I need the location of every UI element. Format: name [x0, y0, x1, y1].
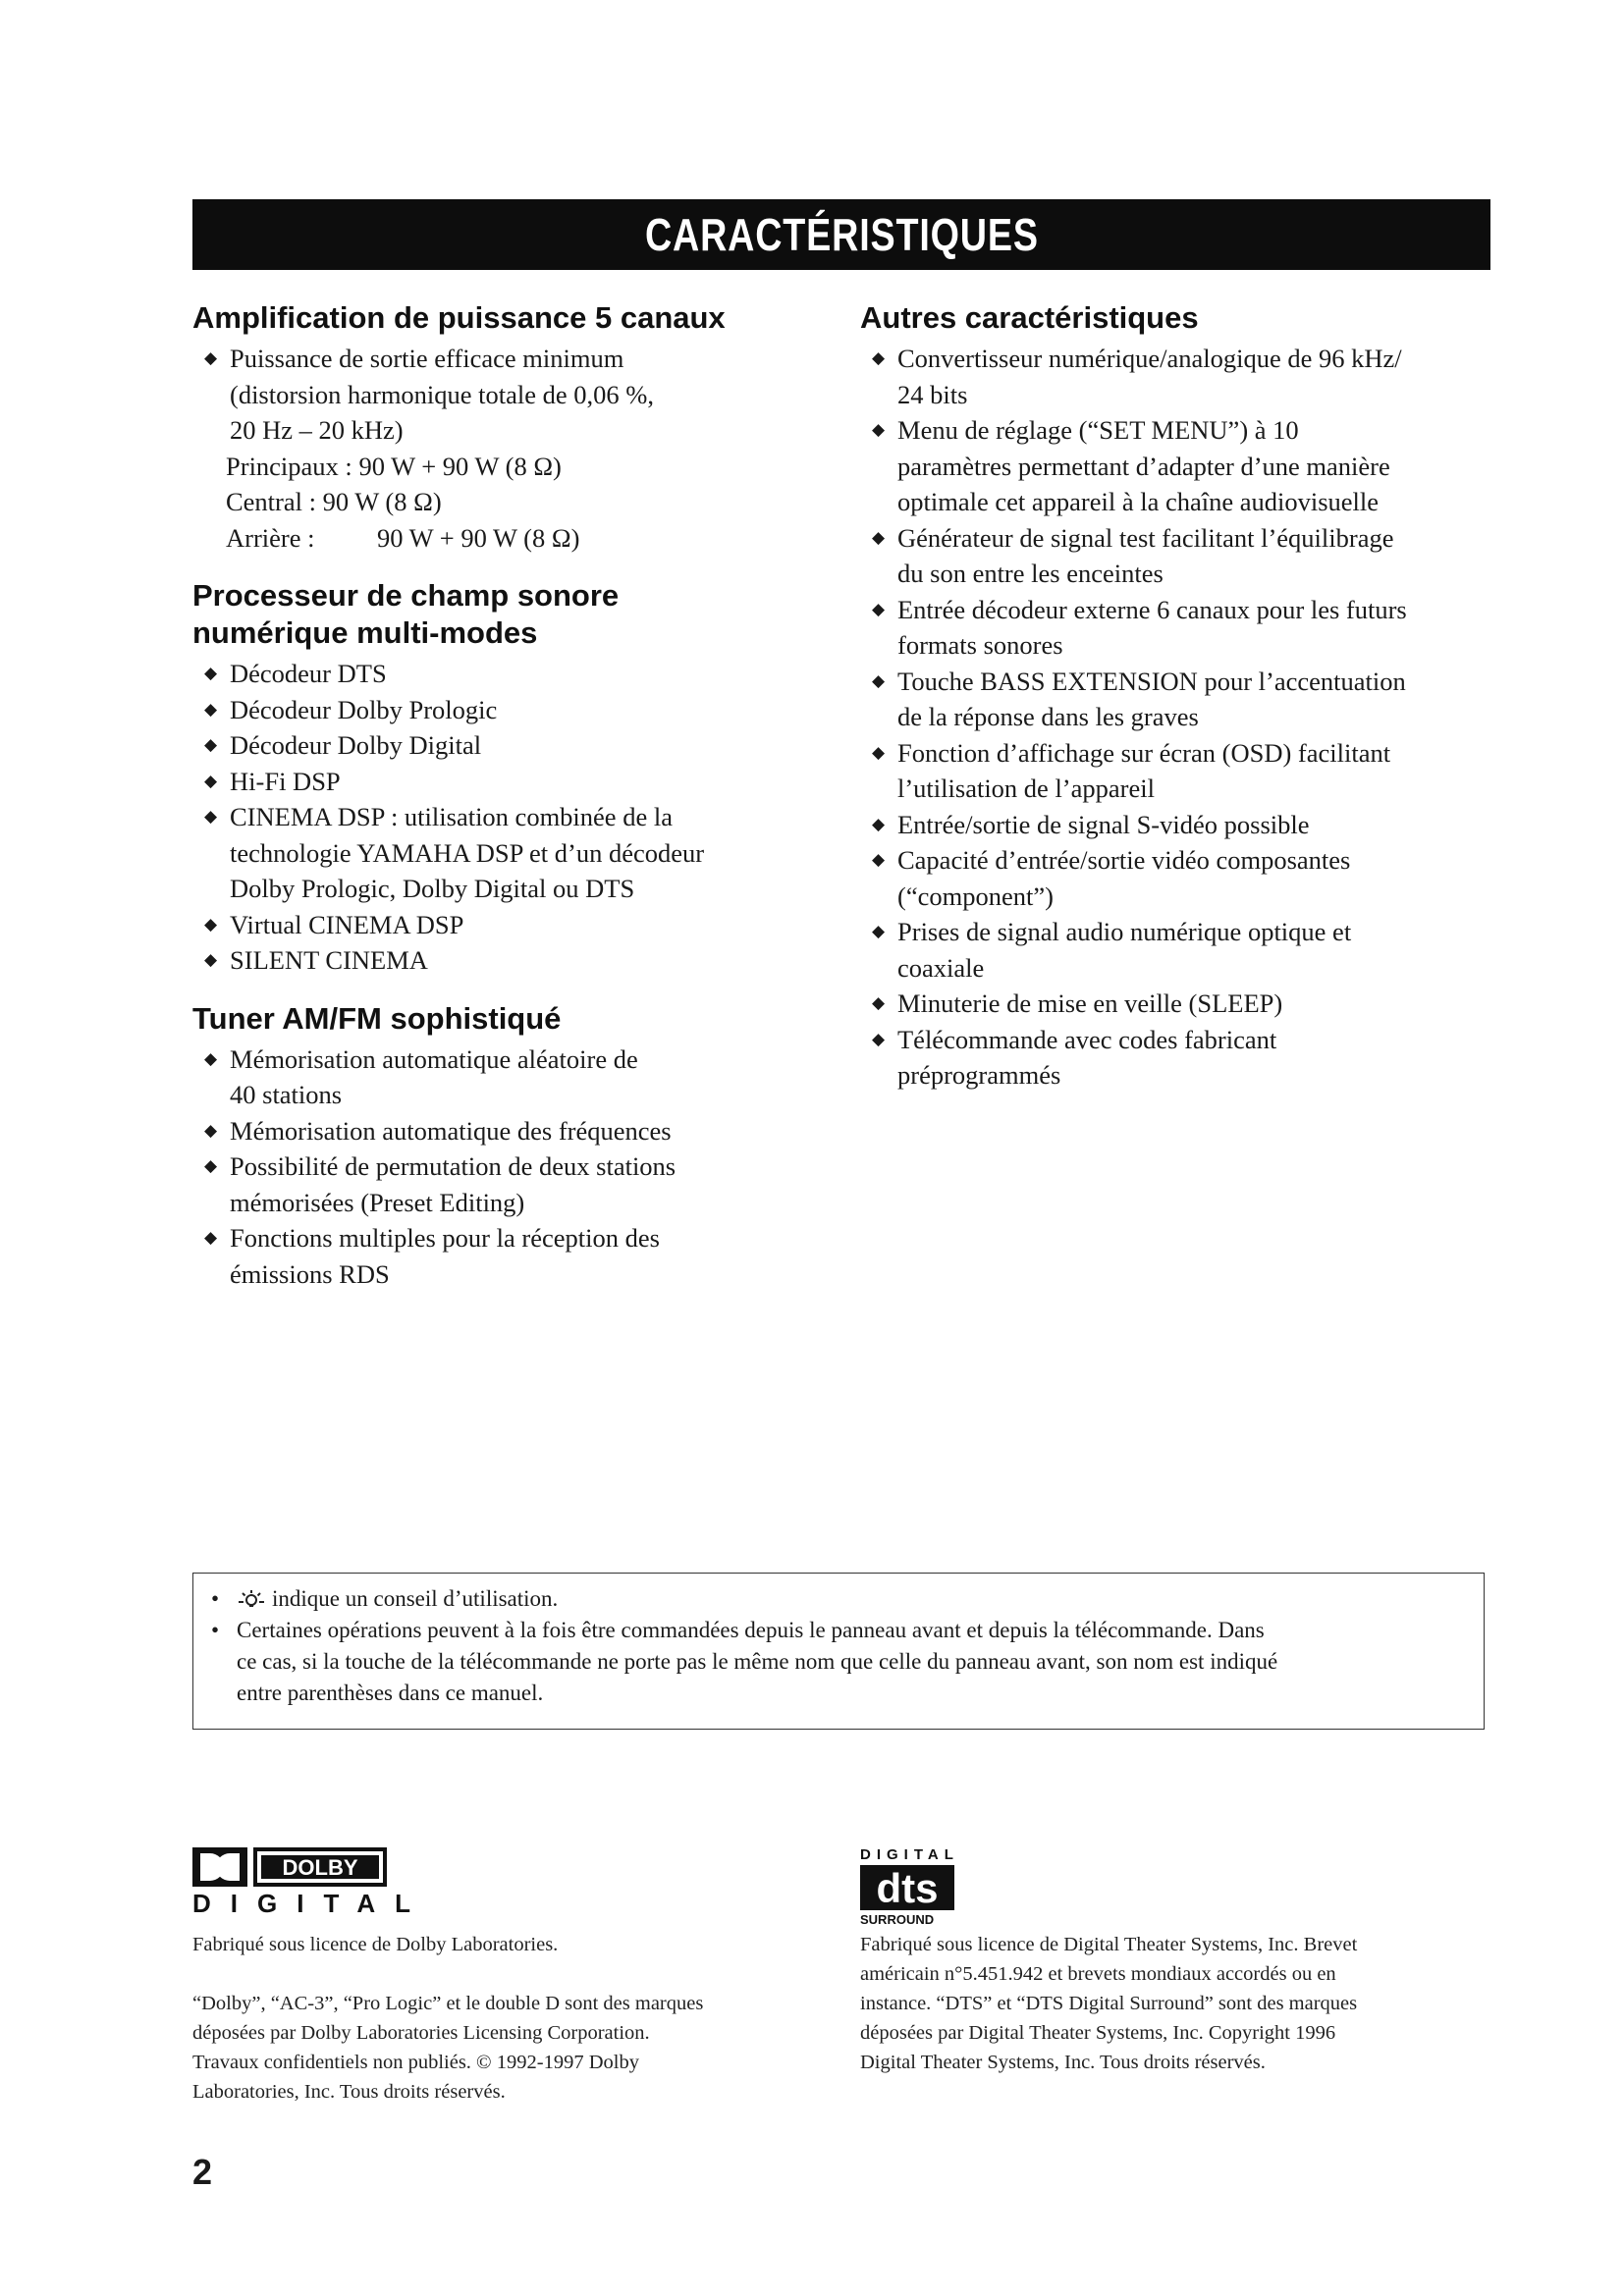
list-item: ◆ Capacité d’entrée/sortie vidéo composantes (“component”) [860, 842, 1508, 914]
amp-list [192, 341, 840, 449]
other-features-heading: Autres caractéristiques [860, 300, 1199, 335]
list-item: ◆ Minuterie de mise en veille (SLEEP) [860, 986, 1508, 1022]
dts-license-text: Fabriqué sous licence de Digital Theater Systems, Inc. Brevet américain n°5.451.942 et brevets mondiaux accordés ou en instance. “DTS” et “DTS Digital Surround” sont des marques déposées par Digital Theater Systems, Inc. Copyright 1996 Digital Theater Systems, Inc. Tous droits réservés. [860, 1934, 1358, 2073]
diamond-bullet-icon: ◆ [204, 1048, 218, 1068]
list-item: ◆ Décodeur DTS [192, 656, 840, 692]
list-item: ◆ Entrée/sortie de signal S-vidéo possible [860, 807, 1508, 843]
right-column [860, 299, 1508, 1094]
dsp-heading: Processeur de champ sonore numérique multi-modes [192, 578, 620, 650]
diamond-bullet-icon: ◆ [204, 771, 218, 790]
left-column [192, 299, 840, 1292]
list-item: ◆ Virtual CINEMA DSP [192, 907, 840, 943]
amp-heading: Amplification de puissance 5 canaux [192, 300, 726, 335]
list-item: ◆ Puissance de sortie efficace minimum (distorsion harmonique totale de 0,06 %, 20 Hz – 20 kHz) [192, 341, 840, 449]
svg-text:SURROUND: SURROUND [860, 1912, 935, 1927]
diamond-bullet-icon: ◆ [204, 914, 218, 934]
diamond-bullet-icon: ◆ [872, 670, 886, 690]
spec-row: Principaux : 90 W + 90 W (8 Ω) [226, 451, 562, 481]
diamond-bullet-icon: ◆ [204, 735, 218, 754]
diamond-bullet-icon: ◆ [204, 807, 218, 826]
diamond-bullet-icon: ◆ [872, 1029, 886, 1048]
diamond-bullet-icon: ◆ [204, 1120, 218, 1140]
lightbulb-tip-icon [237, 1588, 266, 1612]
list-item: ◆ Possibilité de permutation de deux stations mémorisées (Preset Editing) [192, 1148, 840, 1220]
svg-text:DOLBY: DOLBY [282, 1855, 358, 1880]
tuner-heading: Tuner AM/FM sophistiqué [192, 1000, 562, 1036]
list-item: ◆ Décodeur Dolby Digital [192, 727, 840, 764]
list-item: ◆ Fonction d’affichage sur écran (OSD) facilitant l’utilisation de l’appareil [860, 735, 1508, 807]
remote-note: • Certaines opérations peuvent à la fois être commandées depuis le panneau avant et depuis la télécommande. Dans ce cas, si la touche de la télécommande ne porte pas le même nom que celle du panneau avant, son nom est indiqué entre parenthèses dans ce manuel. [211, 1615, 1466, 1709]
diamond-bullet-icon: ◆ [872, 420, 886, 439]
list-item: ◆ Entrée décodeur externe 6 canaux pour les futurs formats sonores [860, 592, 1508, 664]
tuner-list [192, 1041, 840, 1293]
diamond-bullet-icon: ◆ [872, 742, 886, 762]
spec-row: Arrière : 90 W + 90 W (8 Ω) [226, 522, 580, 553]
diamond-bullet-icon: ◆ [204, 664, 218, 682]
diamond-bullet-icon: ◆ [204, 1156, 218, 1175]
list-item: ◆ CINEMA DSP : utilisation combinée de la technologie YAMAHA DSP et d’un décodeur Dolby Prologic, Dolby Digital ou DTS [192, 799, 840, 907]
amp-specs [192, 449, 840, 557]
list-item: ◆ SILENT CINEMA [192, 942, 840, 979]
page-title: CARACTÉRISTIQUES [192, 199, 1490, 270]
diamond-bullet-icon: ◆ [204, 1228, 218, 1247]
list-item: ◆ Mémorisation automatique des fréquences [192, 1113, 840, 1149]
spec-row: Central : 90 W (8 Ω) [226, 487, 442, 516]
dolby-digital-logo [192, 1847, 448, 1916]
list-item: ◆ Prises de signal audio numérique optique et coaxiale [860, 914, 1508, 986]
svg-text:dts: dts [876, 1865, 939, 1911]
list-item: ◆ Générateur de signal test facilitant l’équilibrage du son entre les enceintes [860, 520, 1508, 592]
diamond-bullet-icon: ◆ [204, 348, 218, 367]
diamond-bullet-icon: ◆ [872, 527, 886, 547]
list-item: ◆ Touche BASS EXTENSION pour l’accentuation de la réponse dans les graves [860, 664, 1508, 735]
diamond-bullet-icon: ◆ [872, 814, 886, 833]
list-item: ◆ Mémorisation automatique aléatoire de 40 stations [192, 1041, 840, 1113]
diamond-bullet-icon: ◆ [204, 699, 218, 719]
notes-box [192, 1573, 1485, 1730]
list-item: ◆ Décodeur Dolby Prologic [192, 692, 840, 728]
diamond-bullet-icon: ◆ [872, 922, 886, 940]
diamond-bullet-icon: ◆ [204, 950, 218, 969]
diamond-bullet-icon: ◆ [872, 993, 886, 1012]
diamond-bullet-icon: ◆ [872, 850, 886, 869]
svg-text:DIGITAL: DIGITAL [192, 1889, 431, 1916]
list-item: ◆ Hi-Fi DSP [192, 764, 840, 800]
list-item: ◆ Fonctions multiples pour la réception des émissions RDS [192, 1220, 840, 1292]
dts-digital-surround-logo [860, 1845, 968, 1928]
other-features-list [860, 341, 1508, 1094]
dsp-list [192, 656, 840, 979]
bullet-dot: • [211, 1618, 220, 1642]
svg-text:DIGITAL: DIGITAL [860, 1846, 959, 1863]
bullet-dot: • [211, 1586, 220, 1611]
list-item: ◆ Télécommande avec codes fabricant préprogrammés [860, 1022, 1508, 1094]
diamond-bullet-icon: ◆ [872, 348, 886, 367]
list-item: ◆ Convertisseur numérique/analogique de 96 kHz/ 24 bits [860, 341, 1508, 412]
tip-note: • indique un conseil d’utilisation. [211, 1583, 1466, 1615]
list-item: ◆ Menu de réglage (“SET MENU”) à 10 paramètres permettant d’adapter d’une manière optimale cet appareil à la chaîne audiovisuelle [860, 412, 1508, 520]
dolby-license-text: Fabriqué sous licence de Dolby Laboratories. “Dolby”, “AC-3”, “Pro Logic” et le double D sont des marques déposées par Dolby Laboratories Licensing Corporation. Travaux confidentiels non publiés. © 1992-1997 Dolby Laboratories, Inc. Tous droits réservés. [192, 1934, 704, 2103]
diamond-bullet-icon: ◆ [872, 599, 886, 618]
page-number: 2 [192, 2152, 213, 2192]
